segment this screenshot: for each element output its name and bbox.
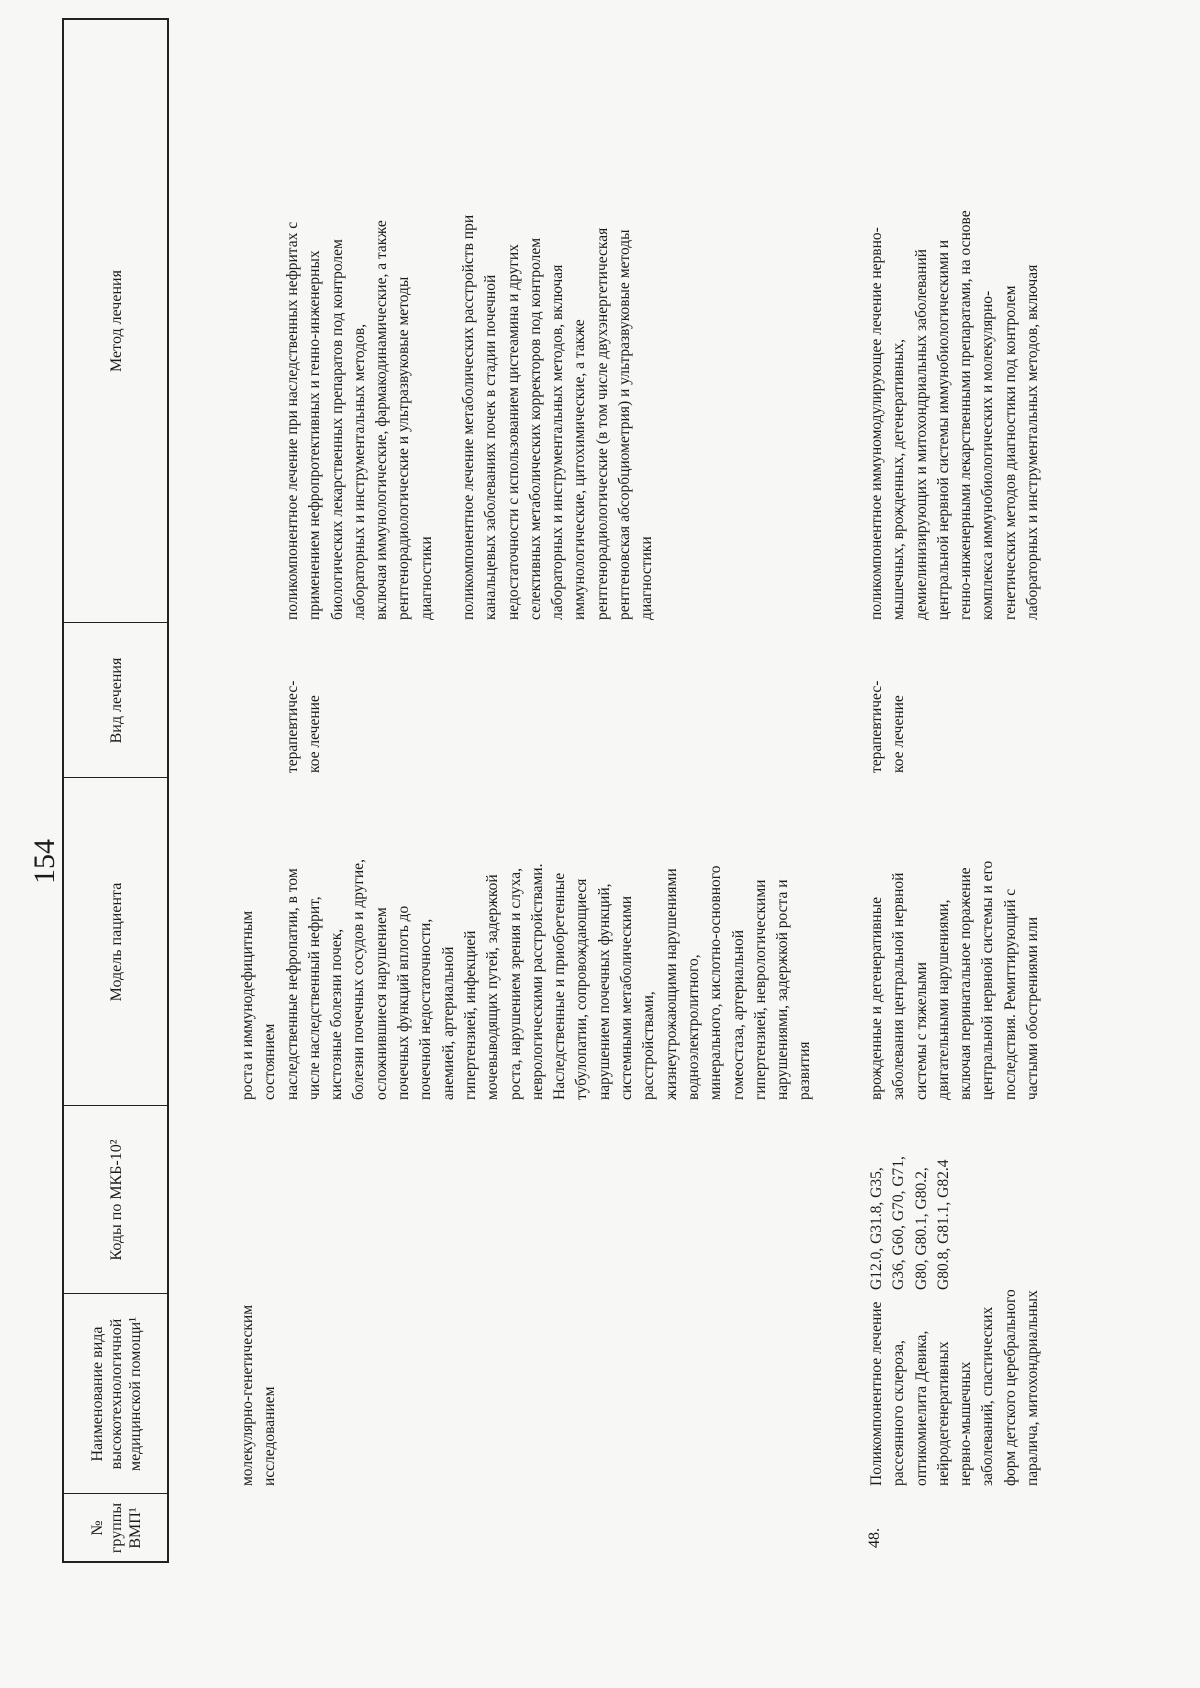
cont-treatment-type: терапевтичес- кое лечение	[284, 680, 324, 773]
page-number: 154	[28, 839, 61, 884]
row-48-icd-codes: G12.0, G31.8, G35, G36, G60, G70, G71, G80, G80.1, G80.2, G80.8, G81.1, G82.4	[868, 1156, 952, 1290]
cont-method-1: поликомпонентное лечение при наследственных нефритах с применением нефропротективных и генно-инженерных биологических лекарственных препаратов под контролем лабораторных и инструментальных методов, включая иммунологические, фармакодинамические, а также рентгенорадиологические и ультразвуковые методы диагностики	[284, 220, 435, 620]
col-divider-1	[62, 1493, 169, 1494]
header-vmp-name: Наименование вида высокотехнологичной медицинской помощи¹	[88, 1316, 144, 1472]
cont-method-2: поликомпонентное лечение метаболических расстройств при канальцевых заболеваниях почек в стадии почечной недостаточности с использованием цистеамина и других селективных метаболических корректоров под контролем лабораторных и инструментальных методов, включая иммунологические, цитохимические, а также рентгенорадиологические (в том числе двухэнергетическая рентгеновская абсорбциометрия) и ультразвуковые методы диагностики	[460, 214, 656, 620]
cont-vmp-name: молекулярно-генетическим исследованием	[239, 1304, 279, 1486]
table-left-border	[62, 1561, 169, 1563]
header-treatment-type: Вид лечения	[107, 657, 125, 744]
header-group-no: № группы ВМП¹	[88, 1502, 144, 1554]
header-bottom-border	[167, 18, 169, 1563]
table-top-border	[62, 18, 64, 1563]
row-48-patient-model: врожденные и дегенеративные заболевания центральной нервной системы с тяжелыми двигательными нарушениями, включая перинатальное поражение центральной нервной системы и его последствия. Ремиттирующий с частыми обострениями или	[868, 860, 1042, 1100]
header-treatment-method: Метод лечения	[107, 270, 125, 372]
row-48-vmp-name: Поликомпонентное лечение рассеянного склероза, оптикомиелита Девика, нейродегенеративных нервно-мышечных заболеваний, спастических форм детского церебрального паралича, митохондриальных	[868, 1289, 1042, 1486]
col-divider-5	[62, 622, 169, 623]
row-48-treatment-type: терапевтичес- кое лечение	[868, 680, 908, 773]
row-48-method: поликомпонентное иммуномодулирующее лечение нервно- мышечных, врожденных, дегенеративных, демиелинизирующих и митохондриальных заболеваний центральной нервной системы иммунобиологическими и генно-инженерными лекарственными препаратами, на основе комплекса иммунобиологических и молекулярно- генетических методов диагностики под контролем лабораторных и инструментальных методов, включая	[868, 210, 1042, 620]
row-48-number: 48.	[866, 1528, 883, 1548]
col-divider-2	[62, 1293, 169, 1294]
cont-patient-model: роста и иммунодефицитным состоянием наследственные нефропатии, в том числе наследственный нефрит, кистозные болезни почек, болезни почечных сосудов и другие, осложнившиеся нарушением почечных функций вплоть до почечной недостаточности, анемией, артериальной гипертензией, инфекцией мочевыводящих путей, задержкой роста, нарушением зрения и слуха, неврологическими расстройствами. Наследственные и приобретенные тубулопатии, сопровождающиеся нарушением почечных функций, системными метаболическими расстройствами, жизнеугрожающими нарушениями водноэлектролитного, минерального, кислотно-основного гомеостаза, артериальной гипертензией, неврологическими нарушениями, задержкой роста и развития	[239, 859, 814, 1100]
header-icd-codes: Коды по МКБ-10²	[107, 1139, 125, 1261]
header-patient-model: Модель пациента	[107, 882, 125, 1002]
col-divider-4	[62, 777, 169, 778]
col-divider-3	[62, 1105, 169, 1106]
